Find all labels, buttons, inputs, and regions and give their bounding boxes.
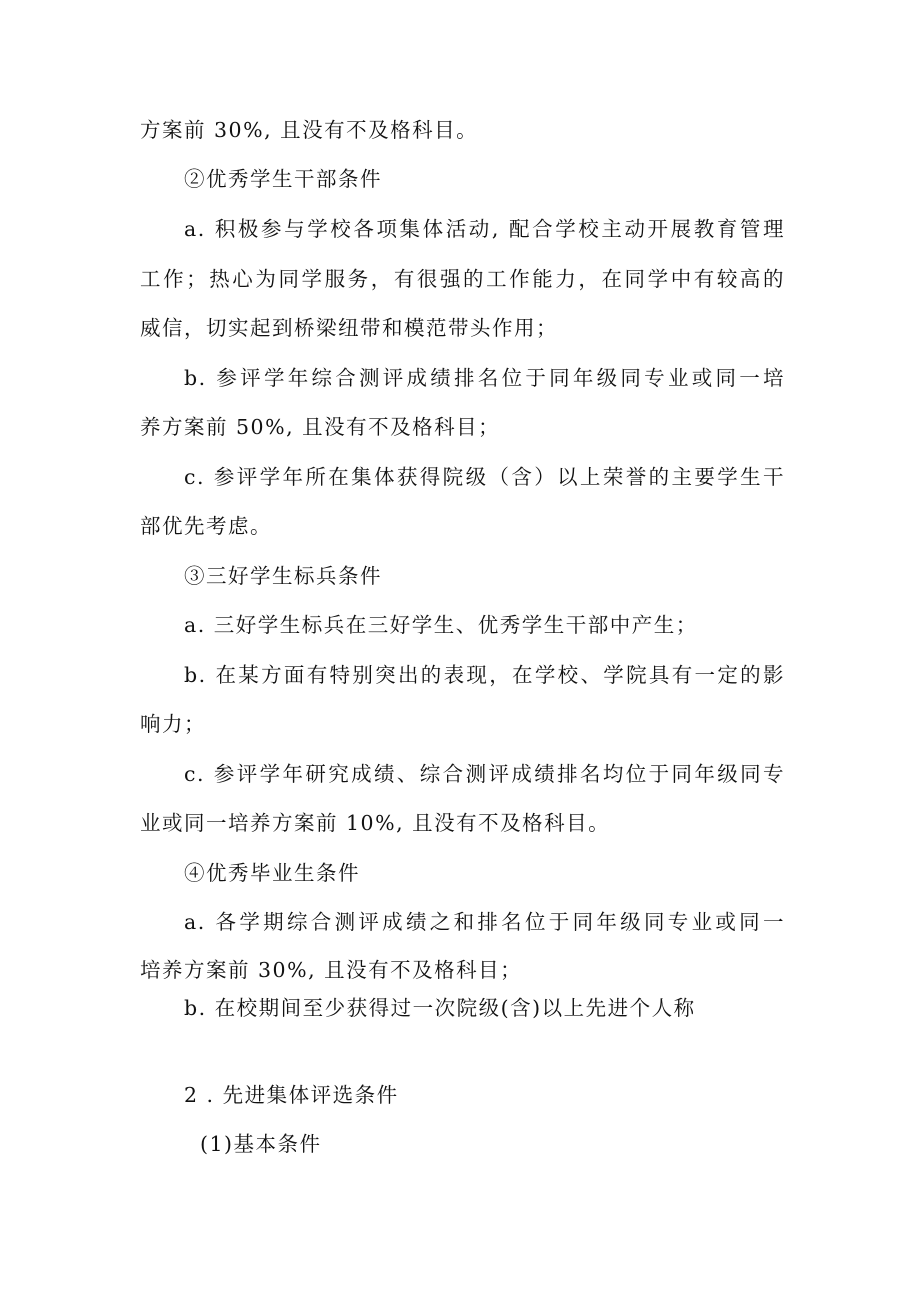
paragraph-line: b. 参评学年综合测评成绩排名位于同年级同专业或同一培: [184, 366, 785, 390]
paragraph-line: b. 在某方面有特别突出的表现，在学校、学院具有一定的影: [184, 663, 785, 687]
paragraph-line: a. 积极参与学校各项集体活动, 配合学校主动开展教育管理: [184, 217, 785, 241]
paragraph-line: a. 各学期综合测评成绩之和排名位于同年级同专业或同一: [184, 910, 785, 934]
paragraph-line: 响力；: [140, 712, 206, 736]
paragraph-line: 工作；热心为同学服务，有很强的工作能力，在同学中有较高的: [140, 267, 785, 291]
paragraph-line: b. 在校期间至少获得过一次院级(含)以上先进个人称: [184, 996, 696, 1020]
paragraph-line: 业或同一培养方案前 10%, 且没有不及格科目。: [140, 811, 611, 835]
paragraph-line: 方案前 30%, 且没有不及格科目。: [140, 118, 479, 142]
paragraph-line: 培养方案前 30%, 且没有不及格科目；: [140, 958, 523, 982]
paragraph-line: 养方案前 50%, 且没有不及格科目；: [140, 415, 501, 439]
subsection-heading: (1)基本条件: [200, 1132, 322, 1156]
section-heading: ③三好学生标兵条件: [184, 564, 382, 588]
section-heading: 2 . 先进集体评选条件: [184, 1083, 399, 1107]
paragraph-line: c. 参评学年所在集体获得院级（含）以上荣誉的主要学生干: [184, 465, 785, 489]
paragraph-line: c. 参评学年研究成绩、综合测评成绩排名均位于同年级同专: [184, 762, 785, 786]
section-heading: ④优秀毕业生条件: [184, 861, 360, 885]
paragraph-line: 威信，切实起到桥梁纽带和模范带头作用；: [140, 316, 558, 340]
section-heading: ②优秀学生干部条件: [184, 167, 382, 191]
paragraph-line: a. 三好学生标兵在三好学生、优秀学生干部中产生；: [184, 613, 698, 637]
paragraph-line: 部优先考虑。: [140, 514, 272, 538]
